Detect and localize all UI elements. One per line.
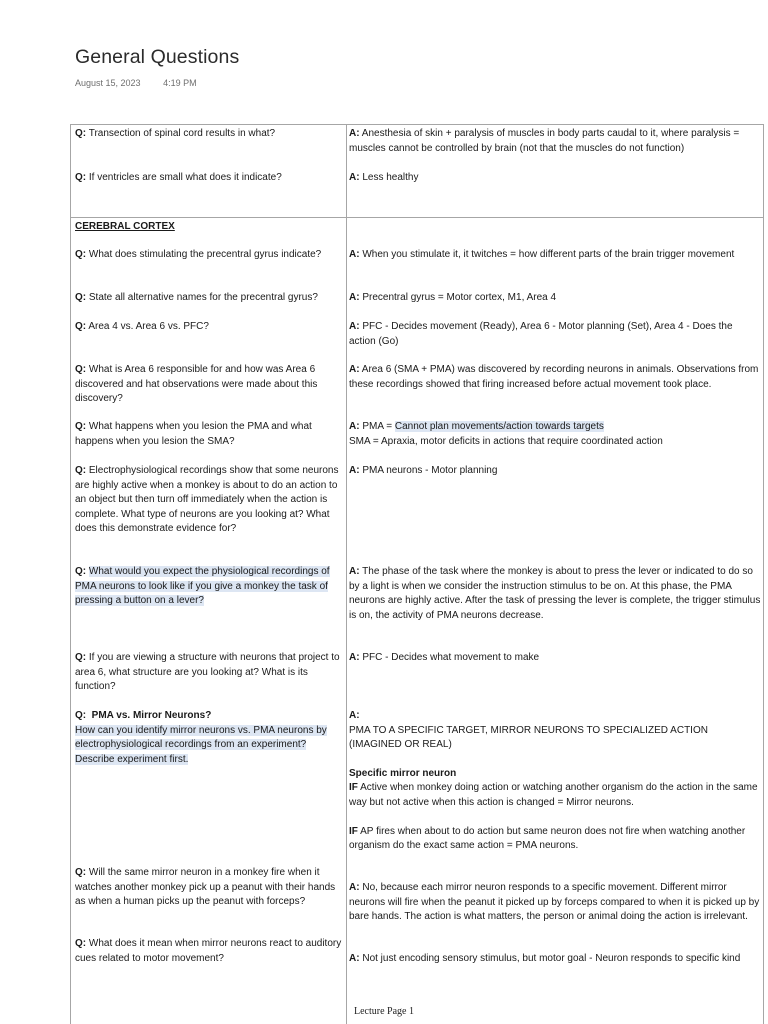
question-8: Q: Electrophysiological recordings show that some neurons are highly active when a monkey is about to do an action to an object but then turn off immediately when the action is complete. What type of neurons are you looking at? What does this demonstrate evidence for? — [75, 465, 339, 535]
answer-11: A: PMA TO A SPECIFIC TARGET, MIRROR NEURONS TO SPECIALIZED ACTION (IMAGINED OR REAL) Specific mirror neuron IF Active when monkey doing action or watching another organism do the action in the same way but not active when this action is changed = Mirror neurons. IF AP fires when about to do action but same neuron does not fire when watching another organism do the exact same action = PMA neurons. — [349, 710, 758, 852]
answer-4: A: Precentral gyrus = Motor cortex, M1, Area 4 — [349, 292, 557, 303]
answer-5: A: PFC - Decides movement (Ready), Area 6 - Motor planning (Set), Area 4 - Does the action (Go) — [349, 321, 733, 347]
question-6: Q: What is Area 6 responsible for and how was Area 6 discovered and hat observations were made about this discovery? — [75, 364, 318, 405]
question-11: Q: PMA vs. Mirror Neurons? How can you identify mirror neurons vs. PMA neurons by electrophysiological recordings from an experiment? Describe experiment first. — [75, 710, 327, 765]
question-13: Q: What does it mean when mirror neurons react to auditory cues related to motor movement? — [75, 938, 342, 964]
answer-1: A: Anesthesia of skin + paralysis of muscles in body parts caudal to it, where paralysis = muscles cannot be controlled by brain (not that the muscles do not function) — [349, 128, 740, 154]
section-heading: CEREBRAL CORTEX — [75, 221, 175, 232]
mirror-neuron-heading: Specific mirror neuron — [349, 767, 457, 779]
answer-3: A: When you stimulate it, it twitches = how different parts of the brain trigger movement — [349, 249, 735, 260]
page-meta — [75, 78, 217, 88]
page-footer: Lecture Page 1 — [354, 1006, 414, 1017]
section-divider — [70, 217, 764, 218]
question-5: Q: Area 4 vs. Area 6 vs. PFC? — [75, 321, 209, 332]
highlighted-text: How can you identify mirror neurons vs. PMA neurons by electrophysiological recordings from an experiment? Describe experiment first. — [75, 724, 327, 765]
question-10: Q: If you are viewing a structure with neurons that project to area 6, what structure are you looking at? What is its function? — [75, 652, 340, 693]
question-9: Q: What would you expect the physiological recordings of PMA neurons to look like if you give a monkey the task of pressing a button on a lever? — [75, 566, 330, 607]
column-divider — [346, 124, 347, 1024]
question-4: Q: State all alternative names for the precentral gyrus? — [75, 292, 318, 303]
answer-10: A: PFC - Decides what movement to make — [349, 652, 540, 663]
answer-2: A: Less healthy — [349, 172, 419, 183]
answer-7: A: PMA = Cannot plan movements/action towards targets SMA = Apraxia, motor deficits in actions that require coordinated action — [349, 421, 663, 447]
page-title: General Questions — [75, 46, 240, 68]
question-7: Q: What happens when you lesion the PMA and what happens when you lesion the SMA? — [75, 421, 312, 447]
question-3: Q: What does stimulating the precentral gyrus indicate? — [75, 249, 322, 260]
answer-13: A: Not just encoding sensory stimulus, but motor goal - Neuron responds to specific kind — [349, 953, 741, 964]
answer-9: A: The phase of the task where the monkey is about to press the lever or indicated to do so by a light is when we consider the instruction stimulus to be on. At this phase, the PMA neurons are highly active. After the task of pressing the lever is complete, the trigger stimulus is on, the activity of PMA neurons decrease. — [349, 566, 761, 621]
answer-12: A: No, because each mirror neuron responds to a specific movement. Different mirror neurons will fire when the peanut it picked up by forceps compared to when it is picked up by bare hands. The action is what matters, the person or animal doing the action is irrelevant. — [349, 882, 760, 923]
answer-6: A: Area 6 (SMA + PMA) was discovered by recording neurons in animals. Observations from these recordings showed that firing increased before actual movement took place. — [349, 364, 759, 390]
highlighted-text: Cannot plan movements/action towards targets — [394, 421, 604, 432]
question-12: Q: Will the same mirror neuron in a monkey fire when it watches another monkey pick up a peanut with their hands as when a human picks up the peanut with forceps? — [75, 867, 336, 908]
question-2: Q: If ventricles are small what does it indicate? — [75, 172, 282, 183]
question-1: Q: Transection of spinal cord results in what? — [75, 128, 276, 139]
page-date: August 15, 2023 — [75, 78, 141, 88]
highlighted-text: What would you expect the physiological recordings of PMA neurons to look like if you give a monkey the task of pressing a button on a lever? — [75, 566, 330, 607]
answer-8: A: PMA neurons - Motor planning — [349, 465, 498, 476]
page-time: 4:19 PM — [163, 78, 197, 88]
